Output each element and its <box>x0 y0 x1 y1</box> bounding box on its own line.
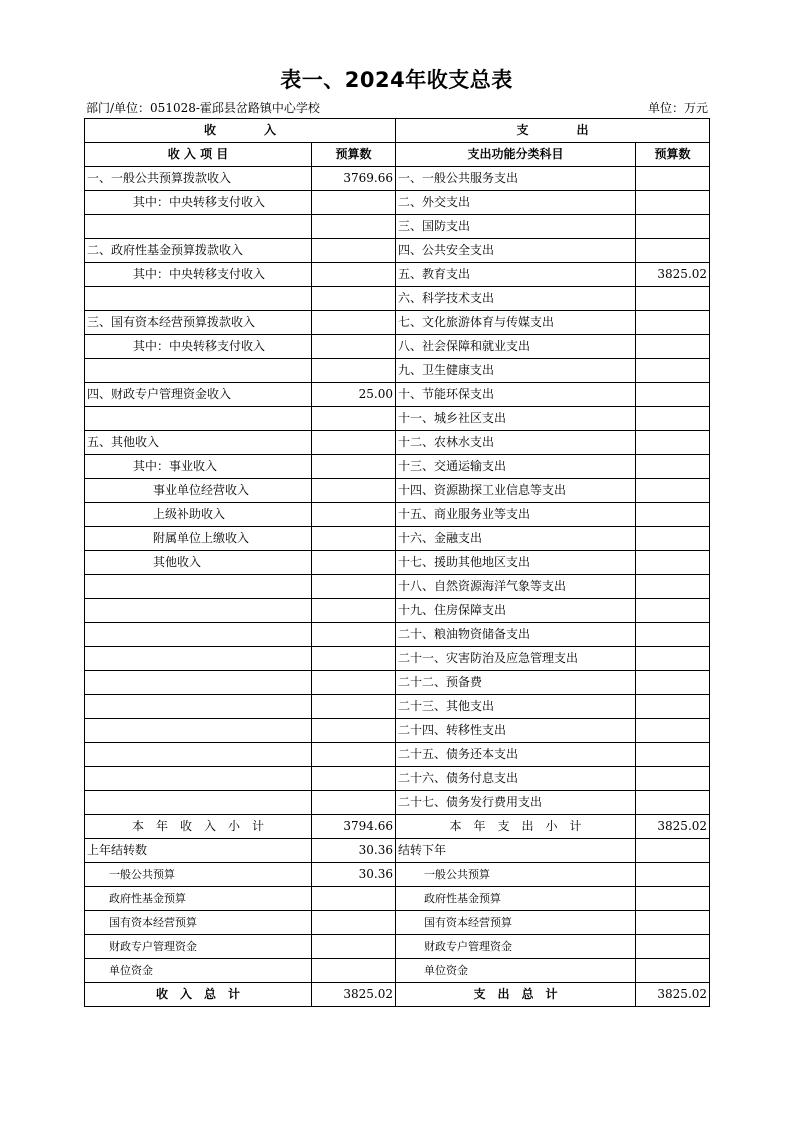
expense-item: 二十、粮油物资储备支出 <box>396 623 636 647</box>
table-row <box>85 671 710 695</box>
expense-item: 二、外交支出 <box>396 191 636 215</box>
income-budget-value <box>312 263 396 287</box>
income-item: 其中：中央转移支付收入 <box>85 191 312 215</box>
carry-income-value <box>312 935 396 959</box>
expense-budget-value <box>636 791 710 815</box>
expense-item: 六、科学技术支出 <box>396 287 636 311</box>
carry-expense-item: 单位资金 <box>396 959 636 983</box>
income-budget-value <box>312 191 396 215</box>
income-budget-value <box>312 623 396 647</box>
income-item: 其他收入 <box>85 551 312 575</box>
expense-item: 十、节能环保支出 <box>396 383 636 407</box>
income-item: 事业单位经营收入 <box>85 479 312 503</box>
income-budget-value <box>312 455 396 479</box>
income-budget-value: 25.00 <box>312 383 396 407</box>
income-item <box>85 215 312 239</box>
income-item: 二、政府性基金预算拨款收入 <box>85 239 312 263</box>
expense-budget-value <box>636 383 710 407</box>
department-label: 部门/单位：051028-霍邱县岔路镇中心学校 <box>86 101 320 115</box>
table-row <box>85 791 710 815</box>
income-item: 其中：中央转移支付收入 <box>85 335 312 359</box>
income-subtotal-value: 3794.66 <box>312 815 396 839</box>
table-row <box>85 551 710 575</box>
table-row <box>85 599 710 623</box>
table-row <box>85 719 710 743</box>
carry-income-item: 财政专户管理资金 <box>85 935 312 959</box>
income-budget-header: 预算数 <box>312 143 396 167</box>
table-row <box>85 623 710 647</box>
expense-budget-header: 预算数 <box>636 143 710 167</box>
table-row <box>85 767 710 791</box>
carry-expense-value <box>636 935 710 959</box>
income-item-header: 收 入 项 目 <box>85 143 312 167</box>
income-total-value: 3825.02 <box>312 983 396 1007</box>
income-item: 一、一般公共预算拨款收入 <box>85 167 312 191</box>
income-item <box>85 671 312 695</box>
carry-income-value: 30.36 <box>312 839 396 863</box>
income-item <box>85 287 312 311</box>
expense-budget-value <box>636 719 710 743</box>
expense-budget-value <box>636 191 710 215</box>
subtotal-row <box>85 815 710 839</box>
table-row <box>85 311 710 335</box>
income-item: 其中：事业收入 <box>85 455 312 479</box>
expense-item: 十三、交通运输支出 <box>396 455 636 479</box>
income-budget-value <box>312 719 396 743</box>
expense-budget-value <box>636 551 710 575</box>
expense-budget-value <box>636 335 710 359</box>
expense-item: 十六、金融支出 <box>396 527 636 551</box>
carry-expense-value <box>636 959 710 983</box>
income-item <box>85 647 312 671</box>
table-row <box>85 215 710 239</box>
carry-income-item: 政府性基金预算 <box>85 887 312 911</box>
income-budget-value <box>312 767 396 791</box>
carry-income-item: 国有资本经营预算 <box>85 911 312 935</box>
expense-budget-value: 3825.02 <box>636 263 710 287</box>
income-item: 四、财政专户管理资金收入 <box>85 383 312 407</box>
carry-row <box>85 839 710 863</box>
income-budget-value <box>312 695 396 719</box>
expense-budget-value <box>636 479 710 503</box>
expense-budget-value <box>636 167 710 191</box>
expense-item: 九、卫生健康支出 <box>396 359 636 383</box>
expense-budget-value <box>636 311 710 335</box>
carry-row <box>85 911 710 935</box>
expense-item: 十一、城乡社区支出 <box>396 407 636 431</box>
income-budget-value <box>312 311 396 335</box>
column-header-row <box>85 143 710 167</box>
carry-income-value <box>312 887 396 911</box>
table-row <box>85 263 710 287</box>
income-item <box>85 695 312 719</box>
carry-expense-item: 财政专户管理资金 <box>396 935 636 959</box>
expense-budget-value <box>636 647 710 671</box>
carry-income-value <box>312 959 396 983</box>
income-budget-value <box>312 335 396 359</box>
table-row <box>85 239 710 263</box>
table-row <box>85 167 710 191</box>
table-row <box>85 695 710 719</box>
carry-expense-value <box>636 887 710 911</box>
income-item: 上级补助收入 <box>85 503 312 527</box>
carry-expense-item: 政府性基金预算 <box>396 887 636 911</box>
expense-budget-value <box>636 671 710 695</box>
budget-summary-table <box>84 118 710 1007</box>
expense-item: 二十七、债务发行费用支出 <box>396 791 636 815</box>
expense-item: 二十四、转移性支出 <box>396 719 636 743</box>
income-budget-value <box>312 287 396 311</box>
expense-budget-value <box>636 575 710 599</box>
table-row <box>85 527 710 551</box>
carry-expense-item: 一般公共预算 <box>396 863 636 887</box>
expense-budget-value <box>636 215 710 239</box>
expense-item: 三、国防支出 <box>396 215 636 239</box>
expense-budget-value <box>636 743 710 767</box>
unit-label: 单位：万元 <box>647 101 708 115</box>
expense-budget-value <box>636 239 710 263</box>
carry-expense-value <box>636 863 710 887</box>
carry-income-item: 一般公共预算 <box>85 863 312 887</box>
table-row <box>85 359 710 383</box>
income-item <box>85 407 312 431</box>
carry-row <box>85 863 710 887</box>
table-row <box>85 431 710 455</box>
expense-item: 二十五、债务还本支出 <box>396 743 636 767</box>
carry-expense-value <box>636 911 710 935</box>
expense-budget-value <box>636 767 710 791</box>
expense-item: 十二、农林水支出 <box>396 431 636 455</box>
income-budget-value <box>312 647 396 671</box>
carry-income-value <box>312 911 396 935</box>
expense-budget-value <box>636 407 710 431</box>
expense-item: 二十六、债务付息支出 <box>396 767 636 791</box>
income-budget-value <box>312 431 396 455</box>
expense-item: 八、社会保障和就业支出 <box>396 335 636 359</box>
income-budget-value <box>312 599 396 623</box>
table-row <box>85 647 710 671</box>
expense-budget-value <box>636 623 710 647</box>
expense-item: 二十一、灾害防治及应急管理支出 <box>396 647 636 671</box>
expense-item: 一、一般公共服务支出 <box>396 167 636 191</box>
table-row <box>85 479 710 503</box>
table-row <box>85 383 710 407</box>
income-item: 附属单位上缴收入 <box>85 527 312 551</box>
expense-total-value: 3825.02 <box>636 983 710 1007</box>
income-budget-value <box>312 359 396 383</box>
income-budget-value <box>312 503 396 527</box>
carry-income-item: 单位资金 <box>85 959 312 983</box>
expense-item: 二十三、其他支出 <box>396 695 636 719</box>
income-section-header: 收 入 <box>85 119 396 143</box>
table-body <box>85 119 710 1007</box>
income-item: 三、国有资本经营预算拨款收入 <box>85 311 312 335</box>
carry-income-item: 上年结转数 <box>85 839 312 863</box>
table-row <box>85 407 710 431</box>
income-subtotal-label: 本 年 收 入 小 计 <box>85 815 312 839</box>
section-header-row <box>85 119 710 143</box>
expense-budget-value <box>636 599 710 623</box>
carry-row <box>85 959 710 983</box>
expense-subtotal-label: 本 年 支 出 小 计 <box>396 815 636 839</box>
expense-budget-value <box>636 503 710 527</box>
table-row <box>85 575 710 599</box>
expense-budget-value <box>636 527 710 551</box>
page-title: 表一、2024年收支总表 <box>280 68 513 92</box>
expense-item: 五、教育支出 <box>396 263 636 287</box>
carry-income-value: 30.36 <box>312 863 396 887</box>
table-row <box>85 455 710 479</box>
income-budget-value <box>312 551 396 575</box>
income-item: 其中：中央转移支付收入 <box>85 263 312 287</box>
expense-item: 二十二、预备费 <box>396 671 636 695</box>
income-budget-value <box>312 791 396 815</box>
carry-expense-item: 国有资本经营预算 <box>396 911 636 935</box>
expense-total-label: 支 出 总 计 <box>396 983 636 1007</box>
table-row <box>85 335 710 359</box>
carry-expense-value <box>636 839 710 863</box>
income-item: 五、其他收入 <box>85 431 312 455</box>
expense-budget-value <box>636 431 710 455</box>
expense-item: 七、文化旅游体育与传媒支出 <box>396 311 636 335</box>
expense-item: 十四、资源勘探工业信息等支出 <box>396 479 636 503</box>
carry-row <box>85 935 710 959</box>
carry-expense-item: 结转下年 <box>396 839 636 863</box>
carry-row <box>85 887 710 911</box>
expense-budget-value <box>636 455 710 479</box>
income-item <box>85 623 312 647</box>
expense-subtotal-value: 3825.02 <box>636 815 710 839</box>
income-budget-value <box>312 479 396 503</box>
income-total-label: 收 入 总 计 <box>85 983 312 1007</box>
expense-item-header: 支出功能分类科目 <box>396 143 636 167</box>
income-budget-value <box>312 743 396 767</box>
income-budget-value <box>312 215 396 239</box>
total-row <box>85 983 710 1007</box>
table-row <box>85 287 710 311</box>
income-item <box>85 719 312 743</box>
expense-item: 十九、住房保障支出 <box>396 599 636 623</box>
income-budget-value <box>312 671 396 695</box>
table-row <box>85 743 710 767</box>
expense-item: 十五、商业服务业等支出 <box>396 503 636 527</box>
income-budget-value <box>312 407 396 431</box>
expense-item: 四、公共安全支出 <box>396 239 636 263</box>
table-row <box>85 503 710 527</box>
expense-item: 十七、援助其他地区支出 <box>396 551 636 575</box>
income-budget-value: 3769.66 <box>312 167 396 191</box>
income-item <box>85 743 312 767</box>
income-budget-value <box>312 239 396 263</box>
income-item <box>85 791 312 815</box>
expense-budget-value <box>636 359 710 383</box>
expense-budget-value <box>636 287 710 311</box>
table-row <box>85 191 710 215</box>
income-item <box>85 599 312 623</box>
income-item <box>85 575 312 599</box>
expense-section-header: 支 出 <box>396 119 710 143</box>
income-item <box>85 767 312 791</box>
income-item <box>85 359 312 383</box>
expense-item: 十八、自然资源海洋气象等支出 <box>396 575 636 599</box>
income-budget-value <box>312 527 396 551</box>
expense-budget-value <box>636 695 710 719</box>
income-budget-value <box>312 575 396 599</box>
